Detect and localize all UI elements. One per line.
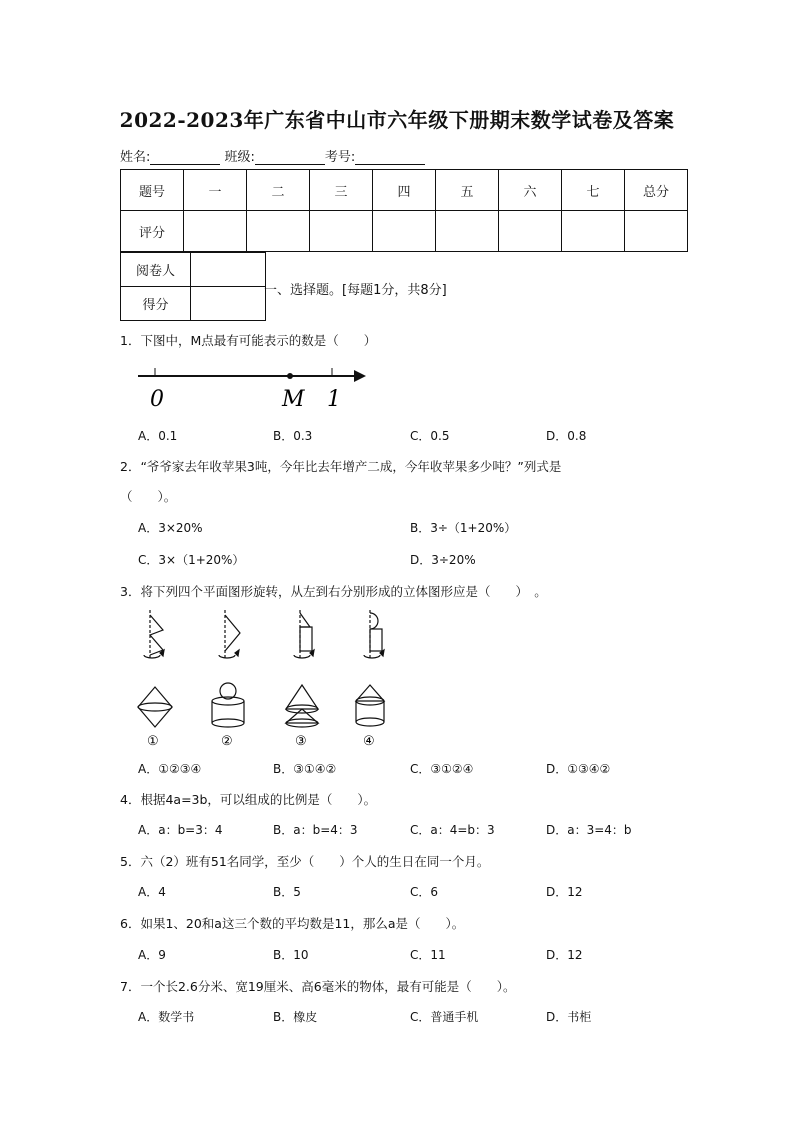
rotation-figure [130,605,400,750]
q4-option-d[interactable]: D．a：3=4：b [546,823,632,837]
solid-label-2: ② [221,734,233,749]
solid-figure-2 [212,683,244,727]
question-2-stem-cont: （ ）。 [120,489,177,504]
q4-option-b[interactable]: B．a：b=4：3 [273,823,358,837]
score-header-cell: 一 [184,170,247,211]
question-2-stem: 2．“爷爷家去年收苹果3吨，今年比去年增产二成，今年收苹果多少吨？”列式是 [120,459,562,474]
student-info-line [120,146,425,165]
q6-option-b[interactable]: B．10 [273,948,309,962]
label-m: M [282,387,305,410]
section-score-cell[interactable] [191,287,266,321]
q5-option-c[interactable]: C．6 [410,885,439,899]
score-cell[interactable] [310,211,373,252]
score-header-cell: 五 [436,170,499,211]
q2-option-b[interactable]: B．3÷（1+20%） [410,521,517,535]
score-header-cell: 总分 [625,170,688,211]
q7-option-d[interactable]: D．书柜 [546,1010,592,1024]
plane-figure-3 [294,610,314,660]
solid-label-1: ① [147,734,159,749]
q4-option-c[interactable]: C．a：4=b：3 [410,823,495,837]
q2-option-d[interactable]: D．3÷20% [410,553,476,567]
solid-label-3: ③ [295,734,307,749]
score-cell[interactable] [436,211,499,252]
plane-figure-1 [144,610,164,660]
question-6-stem: 6．如果1、20和a这三个数的平均数是11，那么a是（ ）。 [120,916,465,931]
label-zero: 0 [150,387,164,410]
q2-option-a[interactable]: A．3×20% [138,521,203,535]
question-4-stem: 4．根据4a=3b，可以组成的比例是（ ）。 [120,792,377,807]
question-1-stem: 1．下图中，M点最有可能表示的数是（ ） [120,333,377,348]
score-row-label: 评分 [121,211,184,252]
q6-option-a[interactable]: A．9 [138,948,166,962]
name-field[interactable] [150,150,220,165]
plane-figure-2 [219,610,240,660]
solid-figure-1 [138,687,172,727]
label-one: 1 [327,387,341,410]
score-header-cell: 三 [310,170,373,211]
section-heading: 一、选择题。[每题1分，共8分] [264,283,447,298]
q5-option-b[interactable]: B．5 [273,885,301,899]
score-header-cell: 七 [562,170,625,211]
number-line-arrow [354,370,366,382]
q1-option-d[interactable]: D．0.8 [546,429,587,443]
q3-option-d[interactable]: D．①③④② [546,762,611,776]
exam-no-field[interactable] [355,150,425,165]
grader-table [120,252,266,321]
reviewer-label: 阅卷人 [121,253,191,287]
class-label: 班级: [224,150,255,165]
q1-option-b[interactable]: B．0.3 [273,429,313,443]
score-header-cell: 四 [373,170,436,211]
page-title: 2022-2023年广东省中山市六年级下册期末数学试卷及答案 [119,108,675,132]
q5-option-a[interactable]: A．4 [138,885,166,899]
score-table [120,169,688,252]
score-table-header-row [121,170,688,211]
solid-figure-3 [286,685,318,727]
reviewer-cell[interactable] [191,253,266,287]
q1-option-a[interactable]: A．0.1 [138,429,178,443]
name-label: 姓名: [120,150,151,165]
q6-option-c[interactable]: C．11 [410,948,446,962]
q7-option-a[interactable]: A．数学书 [138,1010,195,1024]
number-line-figure [130,360,370,410]
solid-figure-4 [356,685,384,726]
score-cell[interactable] [562,211,625,252]
class-field[interactable] [255,150,325,165]
score-cell[interactable] [499,211,562,252]
plane-figure-4 [364,610,384,660]
q3-option-b[interactable]: B．③①④② [273,762,337,776]
score-header-cell: 六 [499,170,562,211]
q3-option-a[interactable]: A．①②③④ [138,762,202,776]
q7-option-b[interactable]: B．橡皮 [273,1010,318,1024]
q3-option-c[interactable]: C．③①②④ [410,762,474,776]
section-score-label: 得分 [121,287,191,321]
solid-label-4: ④ [363,734,375,749]
question-3-stem: 3．将下列四个平面图形旋转，从左到右分别形成的立体图形应是（ ） 。 [120,584,547,599]
exam-no-label: 考号: [324,150,356,165]
question-7-stem: 7．一个长2.6分米、宽19厘米、高6毫米的物体，最有可能是（ ）。 [120,979,516,994]
q4-option-a[interactable]: A．a：b=3：4 [138,823,223,837]
question-5-stem: 5．六（2）班有51名同学，至少（ ）个人的生日在同一个月。 [120,854,490,869]
q1-option-c[interactable]: C．0.5 [410,429,450,443]
point-m [287,373,293,379]
score-cell[interactable] [373,211,436,252]
score-table-score-row [121,211,688,252]
q5-option-d[interactable]: D．12 [546,885,583,899]
q6-option-d[interactable]: D．12 [546,948,583,962]
score-cell[interactable] [247,211,310,252]
q2-option-c[interactable]: C．3×（1+20%） [138,553,245,567]
score-cell[interactable] [625,211,688,252]
score-header-cell: 二 [247,170,310,211]
q7-option-c[interactable]: C．普通手机 [410,1010,479,1024]
score-header-cell: 题号 [121,170,184,211]
score-cell[interactable] [184,211,247,252]
